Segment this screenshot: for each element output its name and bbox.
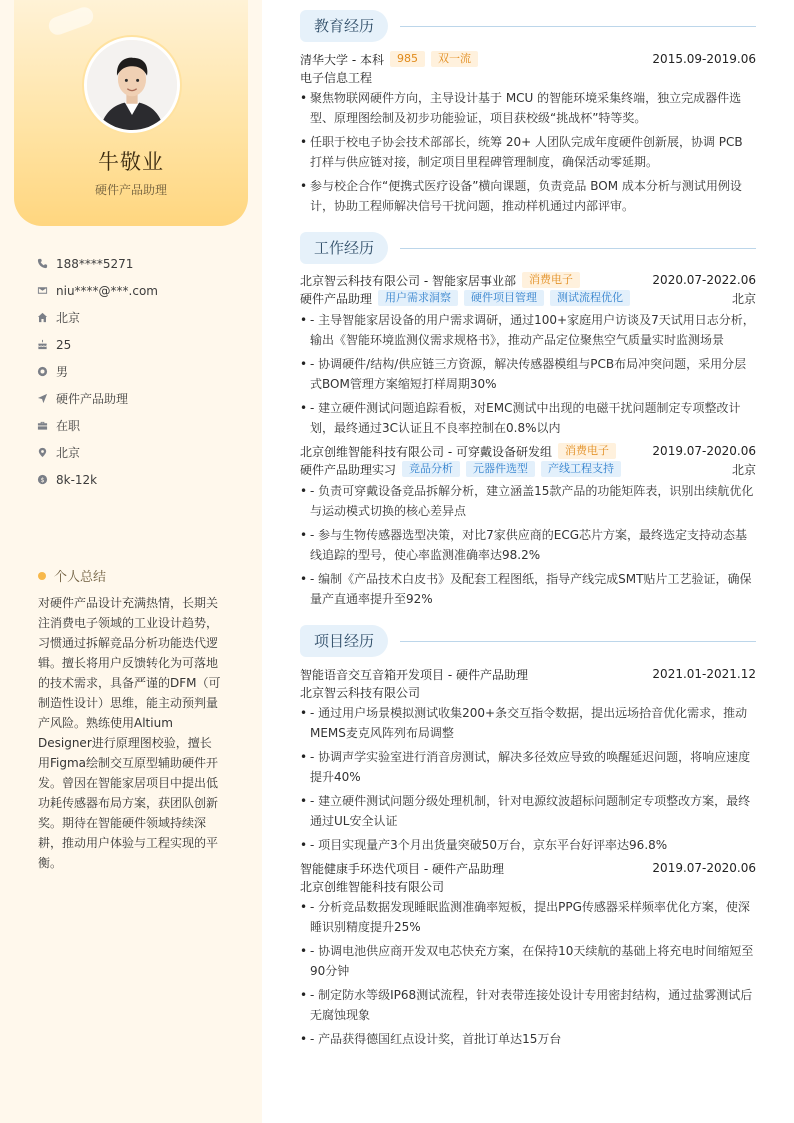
cake-icon [36, 339, 48, 351]
project-name: 智能语音交互音箱开发项目 - 硬件产品助理 [300, 667, 528, 682]
education-tag: 985 [390, 51, 425, 67]
contact-list [36, 250, 236, 493]
list-item: • - 负责可穿戴设备竞品拆解分析，建立涵盖15款产品的功能矩阵表，识别出续航优化与运动模式切换的核心差异点 [300, 481, 756, 521]
project-bullets [300, 897, 756, 1049]
contact-gender-value: 男 [56, 365, 69, 379]
project-title-row [300, 665, 756, 683]
phone-icon [36, 258, 48, 270]
work-position: 硬件产品助理实习 [300, 462, 397, 477]
work-position-row [300, 289, 756, 307]
project-name: 智能健康手环迭代项目 - 硬件产品助理 [300, 861, 504, 876]
contact-salary-value: 8k-12k [56, 472, 98, 487]
list-item: • - 主导智能家居设备的用户需求调研，通过100+家庭用户访谈及7天试用日志分析，输出《智能环境监测仪需求规格书》，推动产品定位聚焦空气质量实时监测场景 [300, 310, 756, 350]
send-icon [36, 393, 48, 405]
work-section-header [300, 232, 756, 264]
avatar-portrait [87, 40, 177, 130]
profile-name: 牛敬业 [98, 150, 164, 174]
list-item: • 任职于校电子协会技术部部长，统筹 20+ 人团队完成年度硬件创新展，协调 PCB 打样与供应链对接，制定项目里程碑管理制度，确保活动零延期。 [300, 132, 756, 172]
work-bullets [300, 310, 756, 438]
work-company-row [300, 271, 756, 289]
work-city: 北京 [731, 462, 756, 477]
summary-title: 个人总结 [54, 570, 107, 585]
contact-gender [36, 358, 236, 385]
skill-tag: 测试流程优化 [550, 290, 630, 306]
project-company: 北京创维智能科技有限公司 [300, 879, 445, 894]
skill-tag: 硬件项目管理 [464, 290, 544, 306]
mail-icon [36, 285, 48, 297]
project-entry [300, 859, 756, 1049]
project-period: 2019.07-2020.06 [652, 861, 756, 875]
summary-heading [38, 566, 106, 585]
list-item: • 参与校企合作“便携式医疗设备”横向课题，负责竞品 BOM 成本分析与测试用例设计，协助工程师解决信号干扰问题，推动样机通过内部评审。 [300, 176, 756, 216]
work-city: 北京 [731, 291, 756, 306]
work-bullets [300, 481, 756, 609]
decorative-shape [46, 5, 95, 38]
contact-target-role-value: 硬件产品助理 [56, 392, 129, 406]
education-bullets [300, 88, 756, 216]
contact-status-value: 在职 [56, 419, 81, 433]
project-company: 北京智云科技有限公司 [300, 685, 421, 700]
section-divider [400, 26, 756, 27]
project-title-row [300, 859, 756, 877]
education-major: 电子信息工程 [300, 70, 373, 85]
list-item: • - 分析竞品数据发现睡眠监测准确率短板，提出PPG传感器采样频率优化方案，使深睡识别精度提升25% [300, 897, 756, 937]
work-position-row [300, 460, 756, 478]
education-section-header [300, 10, 756, 42]
home-icon [36, 312, 48, 324]
contact-target-role [36, 385, 236, 412]
contact-home-value: 北京 [56, 311, 81, 325]
education-row [300, 50, 756, 68]
profile-role: 硬件产品助理 [94, 183, 167, 197]
avatar [84, 37, 180, 133]
list-item: • - 编制《产品技术白皮书》及配套工程图纸，指导产线完成SMT贴片工艺验证，确保量产直通率提升至92% [300, 569, 756, 609]
contact-phone [36, 250, 236, 277]
work-position: 硬件产品助理 [300, 291, 373, 306]
work-company-row [300, 442, 756, 460]
list-item: • 聚焦物联网硬件方向，主导设计基于 MCU 的智能环境采集终端，独立完成器件选型、原理图绘制及初步功能验证，项目获校级“挑战杯”特等奖。 [300, 88, 756, 128]
work-period: 2020.07-2022.06 [652, 273, 756, 287]
education-period: 2015.09-2019.06 [652, 52, 756, 66]
contact-location-value: 北京 [56, 446, 81, 460]
project-entry [300, 665, 756, 855]
work-industry-tag: 消费电子 [558, 443, 616, 459]
contact-age [36, 331, 236, 358]
location-icon [36, 447, 48, 459]
list-item: • - 制定防水等级IP68测试流程，针对表带连接处设计专用密封结构，通过盐雾测试后无腐蚀现象 [300, 985, 756, 1025]
section-divider [400, 641, 756, 642]
sidebar [0, 0, 262, 1123]
contact-salary [36, 466, 236, 493]
list-item: • - 建立硬件测试问题追踪看板，对EMC测试中出现的电磁干扰问题制定专项整改计划，最终通过3C认证且不良率控制在0.8%以内 [300, 398, 756, 438]
work-company: 北京创维智能科技有限公司 - 可穿戴设备研发组 [300, 444, 552, 459]
contact-email-value: niu****@***.com [56, 283, 158, 298]
profile-header [14, 0, 248, 226]
work-section-title: 工作经历 [300, 232, 388, 264]
section-divider [400, 248, 756, 249]
list-item: • - 协调硬件/结构/供应链三方资源，解决传感器模组与PCB布局冲突问题，采用分层式BOM管理方案缩短打样周期30% [300, 354, 756, 394]
bullet-dot-icon [38, 572, 46, 580]
list-item: • - 建立硬件测试问题分级处理机制，针对电源纹波超标问题制定专项整改方案，最终通过UL安全认证 [300, 791, 756, 831]
summary-text: 对硬件产品设计充满热情，长期关注消费电子领域的工业设计趋势，习惯通过拆解竞品分析功能迭代逻辑。擅长将用户反馈转化为可落地的技术需求，具备严谨的DFM（可制造性设计）思维，能主动预判量产风险。熟练使用Altium Designer进行原理图校验，擅长用Figma绘制交互原型辅助硬件开发。曾因在智能家居项目中提出低功耗传感器布局方案，获团队创新奖。期待在智能硬件领域持续深耕，推动用户体验与工程实现的平衡。 [38, 596, 221, 870]
list-item: • - 参与生物传感器选型决策，对比7家供应商的ECG芯片方案，最终选定支持动态基线追踪的型号，使心率监测准确率达98.2% [300, 525, 756, 565]
contact-email [36, 277, 236, 304]
project-section-header [300, 625, 756, 657]
work-period: 2019.07-2020.06 [652, 444, 756, 458]
list-item: • - 产品获得德国红点设计奖，首批订单达15万台 [300, 1029, 756, 1049]
work-company: 北京智云科技有限公司 - 智能家居事业部 [300, 273, 516, 288]
project-bullets [300, 703, 756, 855]
briefcase-icon [36, 420, 48, 432]
list-item: • - 项目实现量产3个月出货量突破50万台，京东平台好评率达96.8% [300, 835, 756, 855]
project-period: 2021.01-2021.12 [652, 667, 756, 681]
contact-home [36, 304, 236, 331]
skill-tag: 用户需求洞察 [378, 290, 458, 306]
main-content [300, 10, 756, 1053]
project-company-row [300, 877, 756, 895]
education-major-row [300, 68, 756, 86]
money-icon [36, 474, 48, 486]
education-school: 清华大学 - 本科 [300, 52, 384, 67]
list-item: • - 协调电池供应商开发双电芯快充方案，在保持10天续航的基础上将充电时间缩短至90分钟 [300, 941, 756, 981]
education-section-title: 教育经历 [300, 10, 388, 42]
list-item: • - 通过用户场景模拟测试收集200+条交互指令数据，提出远场拾音优化需求，推动MEMS麦克风阵列布局调整 [300, 703, 756, 743]
project-company-row [300, 683, 756, 701]
contact-status [36, 412, 236, 439]
contact-location [36, 439, 236, 466]
list-item: • - 协调声学实验室进行消音房测试，解决多径效应导致的唤醒延迟问题，将响应速度提升40% [300, 747, 756, 787]
skill-tag: 元器件选型 [466, 461, 535, 477]
skill-tag: 产线工程支持 [541, 461, 621, 477]
contact-age-value: 25 [56, 337, 72, 352]
gender-icon [36, 366, 48, 378]
svg-text:$: $ [39, 475, 45, 484]
work-industry-tag: 消费电子 [522, 272, 580, 288]
work-entry [300, 271, 756, 438]
work-entry [300, 442, 756, 609]
project-section-title: 项目经历 [300, 625, 388, 657]
skill-tag: 竞品分析 [402, 461, 460, 477]
contact-phone-value: 188****5271 [56, 256, 134, 271]
education-tag: 双一流 [431, 51, 478, 67]
